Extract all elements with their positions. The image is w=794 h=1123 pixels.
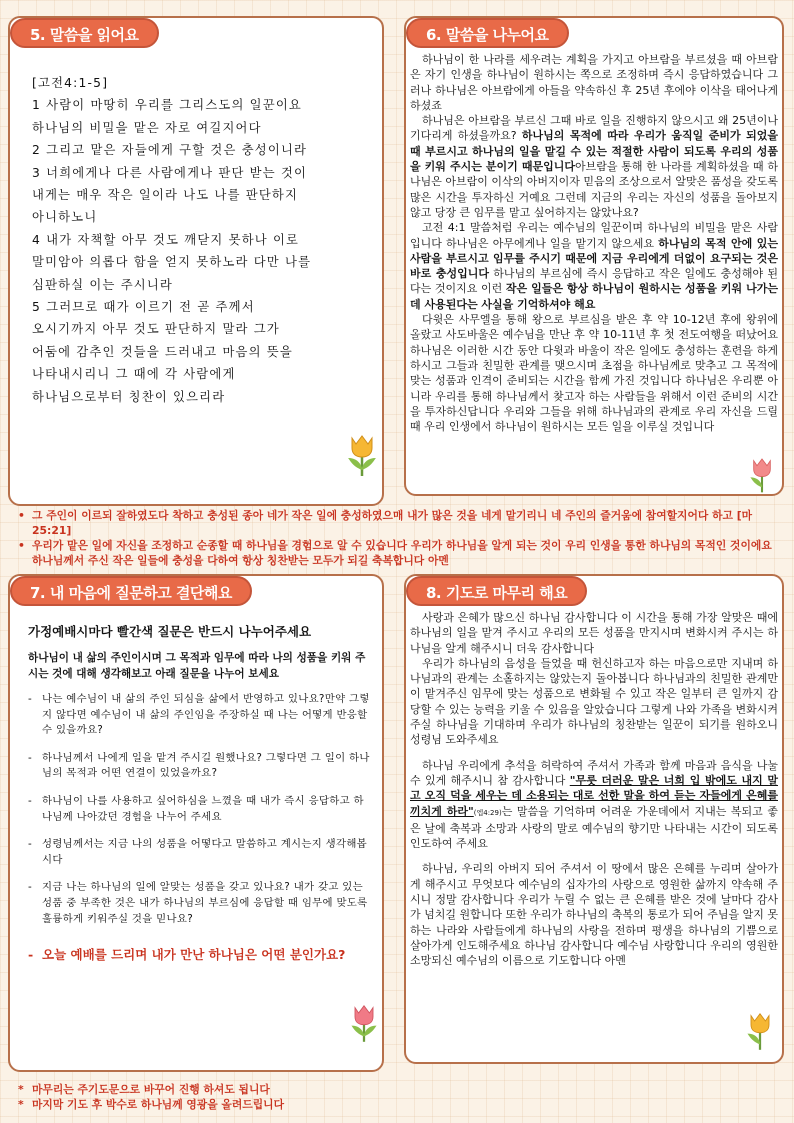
dash-icon: - [28, 693, 33, 705]
pray-text: 하나님 우리에게 추석을 허락하여 주셔서 가족과 함께 마음과 음식을 나눌 수 있게 해주시니 참 감사합니다 [410, 758, 778, 787]
share-text: 아브람을 통해 한 나라를 계획하셨을 때 하나님은 아브람이 이삭의 아버지이자 믿음의 조상으로서 알맞은 품성을 갖도록 많은 시간을 투자하신 거예요 그런데 지금의 우리는 자신의 성품을 돌아보지 않고 당장 큰 임무를 맡고 싶어하지는 않았나요? [410, 160, 779, 219]
question-text: 성령님께서는 지금 나의 성품을 어떻다고 말씀하고 계시는지 생각해봅시다 [42, 838, 367, 866]
pray-card [404, 574, 784, 1064]
tulip-icon [744, 454, 780, 494]
share-body [406, 52, 782, 434]
share-text: 하나님의 부르심에 즉시 응답하고 작은 일에도 충성해야 된다는 것이지요 이런 [410, 267, 779, 296]
final-question-text: 오늘 예배를 드리며 내가 만난 하나님은 어떤 분인가요? [42, 947, 346, 963]
pray-paragraph-2: 우리가 하나님의 음성을 들었을 때 헌신하고자 하는 마음으로만 지내며 하나님과의 관계는 소홀하지는 않았는지 돌아봅니다 하나님과의 친밀한 관계만이 맡겨주신 임무에 맞는 성품으로 변화될 수 있고 작은 일부터 큰 일까지 감당할 수 있는 능력을 키울 수 있음을 알았습니다 그렇게 나와 가족을 변화시켜 주실 하나님을 기대하며 우리가 하나님의 칭찬받는 일꾼이 되기를 원하오니 성령님 도와주세요 [410, 656, 778, 747]
dash-icon: - [28, 794, 33, 807]
share-emphasis: 하나님의 목적에 따라 우리가 움직일 준비가 되었을 때 부르시고 하나님의 일을 맡길 수 있는 적절한 사람이 되도록 우리의 성품을 키워 주시는 분이기 때문입니다 [410, 129, 779, 174]
question-text: 지금 나는 하나님의 일에 알맞는 성품을 갖고 있나요? 내가 갖고 있는 성품 중 부족한 것은 내가 하나님의 부르심에 응답할 때 임무에 맞도록 훌륭하게 키워주실 것을 믿나요? [42, 881, 368, 925]
question-item [28, 837, 370, 868]
bullet-icon: • [18, 509, 25, 522]
dash-icon: - [28, 838, 33, 851]
question-text: 하나님께서 나에게 일을 맡겨 주시길 원했나요? 그렇다면 그 일이 하나님의 목적과 어떤 연결이 있었을까요? [42, 751, 370, 780]
scripture-line: 오시기까지 아무 것도 판단하지 말라 그가 [32, 322, 280, 337]
share-paragraph-1: 하나님이 한 나라를 세우려는 계획을 가지고 아브람을 부르셨을 때 아브람은 자기 인생을 하나님이 원하시는 쪽으로 조정하며 즉시 응답하였습니다 그러나 하나님은 아브람에게 아들을 약속하신 후 25년 후에야 이삭을 태어나게 하셨죠 [410, 53, 778, 112]
note-text: 마무리는 주기도문으로 바꾸어 진행 하셔도 됩니다 [32, 1083, 270, 1096]
tulip-icon [342, 430, 382, 478]
share-emphasis: 하나님의 목적 안에 있는 사람을 부르시고 임무를 주시기 때문에 지금 우리에게 더없이 요구되는 것은 바로 충성입니다 [410, 236, 779, 281]
note-item [18, 1082, 778, 1097]
dash-icon: - [28, 881, 33, 894]
pray-reference: (엡4:29) [473, 808, 502, 817]
question-text: 하나님이 나를 사용하고 싶어하심을 느꼈을 때 내가 즉시 응답하고 하나님께 나아갔던 경험을 나누어 주세요 [42, 794, 364, 823]
notes-bottom [18, 1082, 778, 1112]
note-text: 그 주인이 이르되 잘하였도다 착하고 충성된 종아 네가 작은 일에 충성하였으매 내가 많은 것을 네게 맡기리니 네 주인의 즐거움에 참여할지어다 하고 [마25:21] [32, 509, 753, 537]
scripture-line: 하나님으로부터 칭찬이 있으리라 [32, 389, 226, 404]
pray-paragraph-4: 하나님, 우리의 아버지 되어 주셔서 이 땅에서 많은 은혜를 누리며 살아가게 해주시고 무엇보다 예수님의 십자가의 사랑으로 영원한 삶까지 약속해 주시니 정말 감사합니다 우리가 누릴 수 없는 큰 은혜를 받은 것에 날마다 감사가 넘치길 원합니다 또한 우리가 하나님의 축복의 통로가 되어 주님을 알지 못하는 나라와 사람들에게 하나님의 사랑을 전하며 평생을 하나님의 기쁨으로 살아가게 인도해주세요 하나님 감사합니다 예수님 사랑합니다 우리의 영원한 소망되신 예수님의 이름으로 기도합니다 아멘 [410, 862, 778, 968]
share-card [404, 16, 784, 496]
scripture-line: 4 내가 자책할 아무 것도 깨닫지 못하나 이로 [32, 232, 300, 247]
scripture-line: 3 너희에게나 다른 사람에게나 판단 받는 것이 [32, 165, 308, 180]
tab-read: 5. 말씀을 읽어요 [10, 18, 159, 48]
notes-top [18, 508, 778, 568]
scripture-line: 나타내시리니 그 때에 각 사람에게 [32, 367, 236, 382]
final-question [28, 945, 370, 964]
pray-emphasis: "무릇 더러운 말은 너희 입 밖에도 내지 말고 오직 덕을 세우는 데 소용되는 대로 선한 말을 하여 듣는 자들에게 은혜를 끼치게 하라" [410, 773, 779, 818]
pray-text: 는 말씀을 기억하며 어려운 가운데에서 지내는 복되고 좋은 날에 축복과 소망과 사랑의 말로 예수님의 향기만 나타내는 시간이 되도록 인도하여 주세요 [410, 804, 778, 851]
note-item [18, 538, 778, 568]
ask-heading: 가정예배시마다 빨간색 질문은 반드시 나누어주세요 [28, 624, 312, 639]
question-item [28, 880, 370, 927]
scripture-line: 심판하실 이는 주시니라 [32, 277, 174, 292]
note-text: 마지막 기도 후 박수로 하나님께 영광을 올려드립니다 [32, 1098, 285, 1111]
pray-body [410, 610, 778, 969]
asterisk-icon: * [18, 1098, 24, 1111]
tab-ask: 7. 내 마음에 질문하고 결단해요 [10, 576, 252, 606]
asterisk-icon: * [18, 1083, 24, 1096]
read-card [8, 16, 384, 506]
tab-share: 6. 말씀을 나누어요 [406, 18, 569, 48]
note-item [18, 508, 778, 538]
share-text: 고전 4:1 말씀처럼 우리는 예수님의 일꾼이며 하나님의 비밀을 맡은 사람입니다 하나님은 아무에게나 일을 맡기지 않으세요 [410, 221, 778, 250]
question-item [28, 794, 370, 825]
scripture-line: [고전4:1-5] [32, 76, 109, 90]
share-paragraph-3 [410, 220, 778, 312]
scripture-line: 하나님의 비밀을 맡은 자로 여길지어다 [32, 120, 262, 135]
ask-intro: 하나님이 내 삶의 주인이시며 그 목적과 임무에 따라 나의 성품을 키워 주시는 것에 대해 생각해보고 아래 질문을 나누어 보세요 [28, 652, 366, 680]
scripture-line: 아니하노니 [32, 210, 98, 225]
note-item [18, 1097, 778, 1112]
pray-paragraph-1: 사랑과 은혜가 많으신 하나님 감사합니다 이 시간을 통해 가장 알맞은 때에 하나님의 일을 맡겨 주시고 우리의 모든 성품을 만지시며 변화시켜 주시는 하나님을 알게 해주시니 더욱 감사합니다 [410, 611, 778, 655]
share-emphasis: 작은 일들은 항상 하나님이 원하시는 성품을 키워 나가는데 사용된다는 사실을 기억하셔야 해요 [410, 282, 778, 311]
dash-icon: - [28, 751, 33, 764]
share-paragraph-2 [410, 113, 778, 220]
share-text: 하나님은 아브람을 부르신 그때 바로 일을 진행하지 않으시고 왜 25년이나 기다리게 하셨을까요? [410, 114, 778, 143]
question-item [28, 751, 370, 782]
pray-paragraph-3 [410, 758, 778, 852]
scripture-line: 말미암아 의롭다 함을 얻지 못하노라 다만 나를 [32, 255, 312, 270]
scripture-line: 1 사람이 마땅히 우리를 그리스도의 일꾼이요 [32, 98, 302, 113]
tulip-icon [742, 1008, 778, 1052]
scripture-text [32, 72, 370, 408]
dash-icon: - [28, 947, 34, 963]
note-text: 우리가 맡은 일에 자신을 조정하고 순종할 때 하나님을 경험으로 알 수 있습니다 우리가 하나님을 알게 되는 것이 우리 인생을 통한 하나님의 목적인 것이에요 하나님께서 주신 작은 일들에 충성을 다하여 항상 칭찬받는 모두가 되길 축복합니다 아멘 [32, 539, 772, 567]
tulip-icon [346, 1000, 382, 1044]
tab-pray: 8. 기도로 마무리 해요 [406, 576, 587, 606]
scripture-line: 어둠에 감추인 것들을 드러내고 마음의 뜻을 [32, 344, 293, 359]
ask-body [28, 622, 370, 964]
question-text: 나는 예수님이 내 삶의 주인 되심을 삶에서 반영하고 있나요?만약 그렇지 않다면 예수님이 내 삶의 주인임을 주장하실 때 나는 어떻게 반응할 수 있을까요? [42, 693, 370, 737]
scripture-line: 5 그러므로 때가 이르기 전 곧 주께서 [32, 300, 255, 315]
scripture-line: 내게는 매우 작은 일이라 나도 나를 판단하지 [32, 188, 299, 203]
ask-card [8, 574, 384, 1072]
question-item [28, 692, 370, 739]
scripture-line: 2 그리고 맡은 자들에게 구할 것은 충성이니라 [32, 143, 308, 158]
share-paragraph-4: 다윗은 사무엘을 통해 왕으로 부르심을 받은 후 약 10-12년 후에 왕위에 올랐고 사도바울은 예수님을 만난 후 약 10-11년 후 첫 전도여행을 떠났어요 하나님은 이러한 시간 동안 다윗과 바울이 작은 일에도 충성하는 훈련을 하게 하시고 그들과 친밀한 관계를 맺으시며 초점을 하나님께로 맞추고 그 목적에 맞는 성품과 인격이 준비되는 시간을 함께 가진 것입니다 하나님은 우리뿐 아니라 우리를 통해 하나님께서 찾고자 하는 사람들을 위해서 이런 준비의 시간을 투자하신답니다 우리와 그들을 위해 하나님과의 관계로 우리 자신을 드릴 때 우리 인생에서 하나님이 원하시는 모든 일을 이루실 것입니다 [410, 313, 778, 434]
bullet-icon: • [18, 539, 25, 552]
